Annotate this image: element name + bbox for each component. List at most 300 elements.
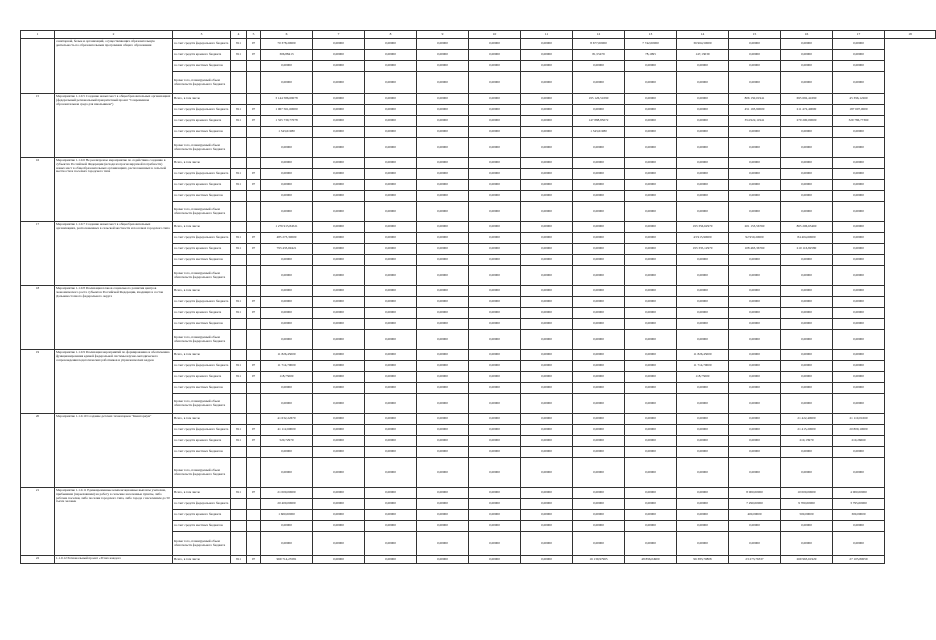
column-number: 12 (573, 31, 625, 39)
section-code (247, 510, 261, 521)
amount-cell: 400,00000 (729, 510, 781, 521)
section-code (247, 255, 261, 266)
amount-cell: 0,00000 (313, 361, 365, 372)
amount-cell: 0,00000 (365, 499, 417, 510)
amount-cell: 0,00000 (677, 447, 729, 458)
amount-cell: 0,00000 (729, 50, 781, 61)
amount-cell: 0,00000 (417, 394, 469, 414)
row-number: 15 (21, 94, 55, 158)
amount-cell: 36 964,50000 (677, 39, 729, 50)
amount-cell: 0,00000 (781, 330, 833, 350)
amount-cell: 0,00000 (469, 202, 521, 222)
amount-cell: 0,00000 (469, 266, 521, 286)
amount-cell: 485 273,30000 (261, 233, 313, 244)
amount-cell: 0,00000 (313, 521, 365, 532)
amount-cell: 0,00000 (625, 499, 677, 510)
amount-cell: 0,00000 (313, 116, 365, 127)
amount-cell: 0,00000 (313, 39, 365, 50)
section-code: 07 (247, 436, 261, 447)
amount-cell: 0,00000 (365, 50, 417, 61)
amount-cell: 0,00000 (313, 222, 365, 233)
amount-cell: 0,00000 (469, 158, 521, 169)
table-row (21, 556, 936, 564)
amount-cell: 0,00000 (833, 202, 885, 222)
amount-cell: 0,00000 (729, 61, 781, 72)
amount-cell: 21 415,20000 (781, 425, 833, 436)
amount-cell: 0,00000 (521, 180, 573, 191)
amount-cell: 21 000,00000 (261, 488, 313, 499)
column-number: 11 (521, 31, 573, 39)
amount-cell: 0,00000 (365, 297, 417, 308)
amount-cell: 0,00000 (313, 158, 365, 169)
amount-cell: 0,00000 (833, 169, 885, 180)
amount-cell: 0,00000 (625, 255, 677, 266)
amount-cell: 0,00000 (573, 488, 625, 499)
funding-source: Кроме того, планируемый объем обязательств федерального бюджета (173, 394, 231, 414)
amount-cell: 0,00000 (677, 458, 729, 488)
amount-cell: 0,00000 (625, 233, 677, 244)
amount-cell: 0,00000 (781, 255, 833, 266)
ministry-code (231, 222, 247, 233)
ministry-code: 811 (231, 39, 247, 50)
funding-source: Всего, в том числе (173, 556, 231, 564)
amount-cell: 0,00000 (677, 127, 729, 138)
amount-cell: 0,00000 (261, 286, 313, 297)
amount-cell: 0,00000 (469, 414, 521, 425)
amount-cell: 0,00000 (625, 61, 677, 72)
amount-cell: 0,00000 (677, 521, 729, 532)
amount-cell: 0,00000 (521, 488, 573, 499)
amount-cell: 0,00000 (469, 383, 521, 394)
amount-cell: 0,00000 (573, 425, 625, 436)
amount-cell: 211 472,40000 (781, 105, 833, 116)
amount-cell: 10 000,00000 (781, 488, 833, 499)
amount-cell: 0,00000 (677, 105, 729, 116)
amount-cell: 0,00000 (833, 308, 885, 319)
amount-cell: 0,00000 (365, 202, 417, 222)
amount-cell: 0,00000 (573, 319, 625, 330)
amount-cell: 21 110,01660 (833, 414, 885, 425)
amount-cell: 1 325 739,77078 (261, 116, 313, 127)
amount-cell: 0,00000 (417, 383, 469, 394)
amount-cell: 3 144 586,69078 (261, 94, 313, 105)
amount-cell: 0,00000 (313, 458, 365, 488)
amount-cell: 0,00000 (781, 361, 833, 372)
amount-cell: 0,00000 (469, 499, 521, 510)
amount-cell: 0,00000 (625, 72, 677, 94)
amount-cell: 0,00000 (521, 510, 573, 521)
amount-cell: 451 193,90000 (729, 105, 781, 116)
funding-source: Всего, в том числе (173, 94, 231, 105)
amount-cell: 108 463,36760 (729, 244, 781, 255)
amount-cell: 0,00000 (261, 297, 313, 308)
amount-cell: 1 600,00000 (261, 510, 313, 521)
amount-cell: 0,00000 (521, 244, 573, 255)
amount-cell: 0,00000 (469, 532, 521, 556)
amount-cell: 0,00000 (833, 286, 885, 297)
section-code (247, 383, 261, 394)
amount-cell: 27 105,80059 (833, 556, 885, 564)
budget-table (20, 30, 936, 564)
amount-cell: 0,00000 (469, 394, 521, 414)
column-number: 8 (365, 31, 417, 39)
amount-cell: 0,00000 (261, 319, 313, 330)
ministry-code (231, 61, 247, 72)
amount-cell: 0,00000 (365, 350, 417, 361)
amount-cell: 0,00000 (469, 458, 521, 488)
amount-cell: 0,00000 (365, 266, 417, 286)
amount-cell: 0,00000 (365, 233, 417, 244)
ministry-code (231, 127, 247, 138)
amount-cell: 0,00000 (365, 244, 417, 255)
amount-cell: 0,00000 (469, 521, 521, 532)
amount-cell: 0,00000 (573, 266, 625, 286)
amount-cell: 0,00000 (521, 286, 573, 297)
funding-source: за счет средств федерального бюджета (173, 499, 231, 510)
amount-cell: 210,26660 (833, 436, 885, 447)
amount-cell: 0,00000 (625, 361, 677, 372)
amount-cell: 0,00000 (573, 361, 625, 372)
amount-cell: 41 632,22670 (261, 414, 313, 425)
amount-cell: 0,00000 (365, 372, 417, 383)
amount-cell: 0,00000 (261, 458, 313, 488)
amount-cell: 0,00000 (833, 532, 885, 556)
amount-cell: 0,00000 (417, 521, 469, 532)
amount-cell: 147,13039 (677, 50, 729, 61)
amount-cell: 0,00000 (833, 447, 885, 458)
column-number: 18 (885, 31, 936, 39)
amount-cell: 793 433,69421 (261, 244, 313, 255)
row-number: 22 (21, 556, 55, 564)
amount-cell: 0,00000 (573, 191, 625, 202)
section-code: 07 (247, 105, 261, 116)
amount-cell: 0,00000 (781, 169, 833, 180)
table-row (21, 94, 936, 105)
amount-cell: 41 112,60000 (261, 425, 313, 436)
table-row (21, 222, 936, 233)
amount-cell: 0,00000 (781, 372, 833, 383)
amount-cell: 0,00000 (677, 169, 729, 180)
amount-cell: 0,00000 (417, 556, 469, 564)
amount-cell: 0,00000 (313, 532, 365, 556)
amount-cell: 7 290,00000 (729, 499, 781, 510)
amount-cell: 270 200,00000 (781, 116, 833, 127)
amount-cell: 0,00000 (417, 202, 469, 222)
section-code: 07 (247, 425, 261, 436)
amount-cell: 0,00000 (521, 297, 573, 308)
amount-cell: 0,00000 (521, 499, 573, 510)
amount-cell: 0,00000 (417, 39, 469, 50)
amount-cell: 0,00000 (469, 350, 521, 361)
amount-cell: 0,00000 (365, 414, 417, 425)
ministry-code (231, 158, 247, 169)
amount-cell: 0,00000 (625, 372, 677, 383)
column-number: 10 (469, 31, 521, 39)
amount-cell: 0,00000 (573, 414, 625, 425)
amount-cell: 0,00000 (521, 127, 573, 138)
section-code (247, 202, 261, 222)
amount-cell: 0,00000 (261, 330, 313, 350)
ministry-code (231, 330, 247, 350)
amount-cell: 806 150,01941 (729, 94, 781, 105)
section-code: 07 (247, 50, 261, 61)
amount-cell: 0,00000 (729, 72, 781, 94)
amount-cell: 0,00000 (677, 488, 729, 499)
amount-cell: 0,00000 (677, 158, 729, 169)
section-code (247, 94, 261, 105)
amount-cell: 0,00000 (469, 308, 521, 319)
amount-cell: 0,00000 (365, 191, 417, 202)
funding-source: за счет средств федерального бюджета (173, 297, 231, 308)
section-code (247, 330, 261, 350)
section-code (247, 138, 261, 158)
amount-cell: 0,00000 (417, 458, 469, 488)
funding-source: за счет средств федерального бюджета (173, 425, 231, 436)
column-number: 5 (247, 31, 261, 39)
amount-cell: 147 888,85072 (573, 116, 625, 127)
ministry-code (231, 521, 247, 532)
section-code: 07 (247, 39, 261, 50)
measure-description: 1.1.0.12 Региональный проект «Успех каждого (55, 556, 173, 564)
section-code: 07 (247, 297, 261, 308)
column-number: 3 (173, 31, 231, 39)
amount-cell: 695 692,41690 (781, 94, 833, 105)
amount-cell: 0,00000 (677, 330, 729, 350)
amount-cell: 0,00000 (469, 72, 521, 94)
amount-cell: 0,00000 (625, 286, 677, 297)
funding-source: Всего, в том числе (173, 488, 231, 499)
amount-cell: 0,00000 (833, 394, 885, 414)
amount-cell: 0,00000 (417, 180, 469, 191)
amount-cell: 0,00000 (521, 458, 573, 488)
amount-cell: 0,00000 (469, 510, 521, 521)
amount-cell: 0,00000 (521, 72, 573, 94)
section-code (247, 266, 261, 286)
amount-cell: 201 153,56760 (729, 222, 781, 233)
amount-cell: 0,00000 (521, 116, 573, 127)
amount-cell: 0,00000 (625, 414, 677, 425)
amount-cell: 0,00000 (261, 394, 313, 414)
amount-cell: 0,00000 (469, 319, 521, 330)
amount-cell: 195 126,51090 (573, 94, 625, 105)
section-code: 07 (247, 169, 261, 180)
amount-cell: 210,13970 (781, 436, 833, 447)
amount-cell: 0,00000 (521, 222, 573, 233)
amount-cell: 0,00000 (313, 266, 365, 286)
amount-cell: 0,00000 (573, 458, 625, 488)
amount-cell: 0,00000 (365, 61, 417, 72)
ministry-code: 811 (231, 372, 247, 383)
amount-cell: 0,00000 (313, 94, 365, 105)
amount-cell: 0,00000 (417, 191, 469, 202)
amount-cell: 0,00000 (261, 521, 313, 532)
amount-cell: 0,00000 (261, 447, 313, 458)
amount-cell: 0,00000 (677, 297, 729, 308)
amount-cell: 0,00000 (625, 169, 677, 180)
amount-cell: 0,00000 (573, 499, 625, 510)
amount-cell: 0,00000 (677, 499, 729, 510)
amount-cell: 8 000,00000 (729, 488, 781, 499)
ministry-code: 811 (231, 556, 247, 564)
ministry-code (231, 447, 247, 458)
amount-cell: 0,00000 (365, 436, 417, 447)
amount-cell: 0,00000 (417, 308, 469, 319)
amount-cell: 0,00000 (313, 510, 365, 521)
amount-cell: 0,00000 (729, 436, 781, 447)
amount-cell: 23 273,76337 (729, 556, 781, 564)
amount-cell: 0,00000 (625, 138, 677, 158)
amount-cell: 193 335,12970 (677, 244, 729, 255)
amount-cell: 0,00000 (781, 72, 833, 94)
amount-cell: 0,00000 (729, 127, 781, 138)
amount-cell: 0,00000 (625, 202, 677, 222)
column-number: 7 (313, 31, 365, 39)
amount-cell: 0,00000 (729, 330, 781, 350)
column-number-row (21, 31, 936, 39)
amount-cell: 0,00000 (677, 116, 729, 127)
amount-cell: 0,00000 (417, 436, 469, 447)
amount-cell: 0,00000 (625, 350, 677, 361)
row-number: 19 (21, 350, 55, 414)
section-code (247, 319, 261, 330)
amount-cell: 0,00000 (677, 94, 729, 105)
funding-source: Кроме того, планируемый объем обязательств федерального бюджета (173, 266, 231, 286)
funding-source: за счет средств федерального бюджета (173, 169, 231, 180)
funding-source: за счет средств краевого бюджета (173, 510, 231, 521)
amount-cell: 0,00000 (521, 361, 573, 372)
column-number: 15 (729, 31, 781, 39)
funding-source: за счет средств местных бюджетов (173, 127, 231, 138)
funding-source: за счет средств краевого бюджета (173, 308, 231, 319)
amount-cell: 0,00000 (625, 191, 677, 202)
amount-cell: 0,00000 (417, 138, 469, 158)
amount-cell: 81,55479 (573, 50, 625, 61)
amount-cell: 0,00000 (365, 180, 417, 191)
amount-cell: 0,00000 (573, 297, 625, 308)
amount-cell: 0,00000 (573, 510, 625, 521)
amount-cell: 20 809,10000 (833, 425, 885, 436)
amount-cell: 0,00000 (833, 127, 885, 138)
amount-cell: 0,00000 (417, 414, 469, 425)
amount-cell: 0,00000 (417, 169, 469, 180)
amount-cell: 0,00000 (833, 521, 885, 532)
amount-cell: 0,00000 (313, 255, 365, 266)
amount-cell: 4 000,00000 (833, 488, 885, 499)
amount-cell: 118,75000 (261, 372, 313, 383)
funding-source: за счет средств местных бюджетов (173, 255, 231, 266)
ministry-code: 811 (231, 488, 247, 499)
amount-cell: 0,00000 (521, 350, 573, 361)
table-row (21, 488, 936, 499)
amount-cell: 0,00000 (261, 266, 313, 286)
amount-cell: 0,00000 (521, 372, 573, 383)
amount-cell: 0,00000 (833, 266, 885, 286)
amount-cell: 0,00000 (833, 458, 885, 488)
amount-cell: 0,00000 (833, 50, 885, 61)
amount-cell: 0,00000 (625, 436, 677, 447)
amount-cell: 0,00000 (417, 297, 469, 308)
amount-cell: 0,00000 (365, 158, 417, 169)
funding-source: за счет средств федерального бюджета (173, 39, 231, 50)
ministry-code: 811 (231, 105, 247, 116)
column-number: 2 (55, 31, 173, 39)
section-code (247, 61, 261, 72)
funding-source: за счет средств местных бюджетов (173, 447, 231, 458)
amount-cell: 0,00000 (677, 266, 729, 286)
amount-cell: 0,00000 (417, 222, 469, 233)
ministry-code (231, 350, 247, 361)
amount-cell: 0,00000 (625, 521, 677, 532)
amount-cell: 0,00000 (729, 202, 781, 222)
amount-cell: 0,00000 (521, 138, 573, 158)
amount-cell: 84 404,60000 (781, 233, 833, 244)
amount-cell: 0,00000 (313, 233, 365, 244)
amount-cell: 0,00000 (573, 532, 625, 556)
amount-cell: 8 677,00000 (573, 39, 625, 50)
amount-cell: 0,00000 (313, 319, 365, 330)
amount-cell: 0,00000 (625, 180, 677, 191)
amount-cell: 0,00000 (833, 61, 885, 72)
amount-cell: 0,00000 (521, 425, 573, 436)
ministry-code (231, 286, 247, 297)
amount-cell: 0,00000 (781, 202, 833, 222)
amount-cell: 0,00000 (573, 308, 625, 319)
amount-cell: 0,00000 (261, 308, 313, 319)
funding-source: за счет средств краевого бюджета (173, 116, 231, 127)
funding-source: за счет средств местных бюджетов (173, 319, 231, 330)
amount-cell: 0,00000 (417, 488, 469, 499)
amount-cell: 0,00000 (469, 116, 521, 127)
ministry-code: 811 (231, 50, 247, 61)
amount-cell: 0,00000 (417, 266, 469, 286)
ministry-code (231, 532, 247, 556)
amount-cell: 0,00000 (781, 286, 833, 297)
amount-cell: 0,00000 (417, 255, 469, 266)
amount-cell: 0,00000 (677, 394, 729, 414)
funding-source: Кроме того, планируемый объем обязательств федерального бюджета (173, 458, 231, 488)
amount-cell: 0,00000 (573, 447, 625, 458)
funding-source: Кроме того, планируемый объем обязательств федерального бюджета (173, 138, 231, 158)
amount-cell: 0,00000 (833, 350, 885, 361)
measure-description: Мероприятие 1.1.0.9 Реализация мероприятий по формированию и обеспечению функционирования единой федеральной системы научно-методического сопровождения педагогических работников и управленческих кадров (55, 350, 173, 414)
amount-cell: 0,00000 (573, 383, 625, 394)
amount-cell: 0,00000 (729, 319, 781, 330)
section-code: 07 (247, 233, 261, 244)
amount-cell: 48 896,04900 (625, 556, 677, 564)
amount-cell: 0,00000 (781, 458, 833, 488)
amount-cell: 0,00000 (677, 72, 729, 94)
amount-cell: 0,00000 (573, 158, 625, 169)
ministry-code: 811 (231, 244, 247, 255)
amount-cell: 11 826,45000 (677, 350, 729, 361)
amount-cell: 0,00000 (365, 458, 417, 488)
amount-cell: 78,1995 (625, 50, 677, 61)
funding-source: Всего, в том числе (173, 286, 231, 297)
amount-cell: 20 400,00000 (261, 499, 313, 510)
amount-cell: 0,00000 (729, 447, 781, 458)
amount-cell: 0,00000 (521, 556, 573, 564)
amount-cell: 0,00000 (573, 372, 625, 383)
amount-cell: 0,00000 (677, 383, 729, 394)
amount-cell: 0,00000 (729, 191, 781, 202)
funding-source: за счет средств местных бюджетов (173, 61, 231, 72)
amount-cell: 0,00000 (729, 138, 781, 158)
column-number: 16 (781, 31, 833, 39)
amount-cell: 0,00000 (833, 244, 885, 255)
amount-cell: 0,00000 (469, 222, 521, 233)
section-code: 07 (247, 308, 261, 319)
amount-cell: 0,00000 (365, 169, 417, 180)
